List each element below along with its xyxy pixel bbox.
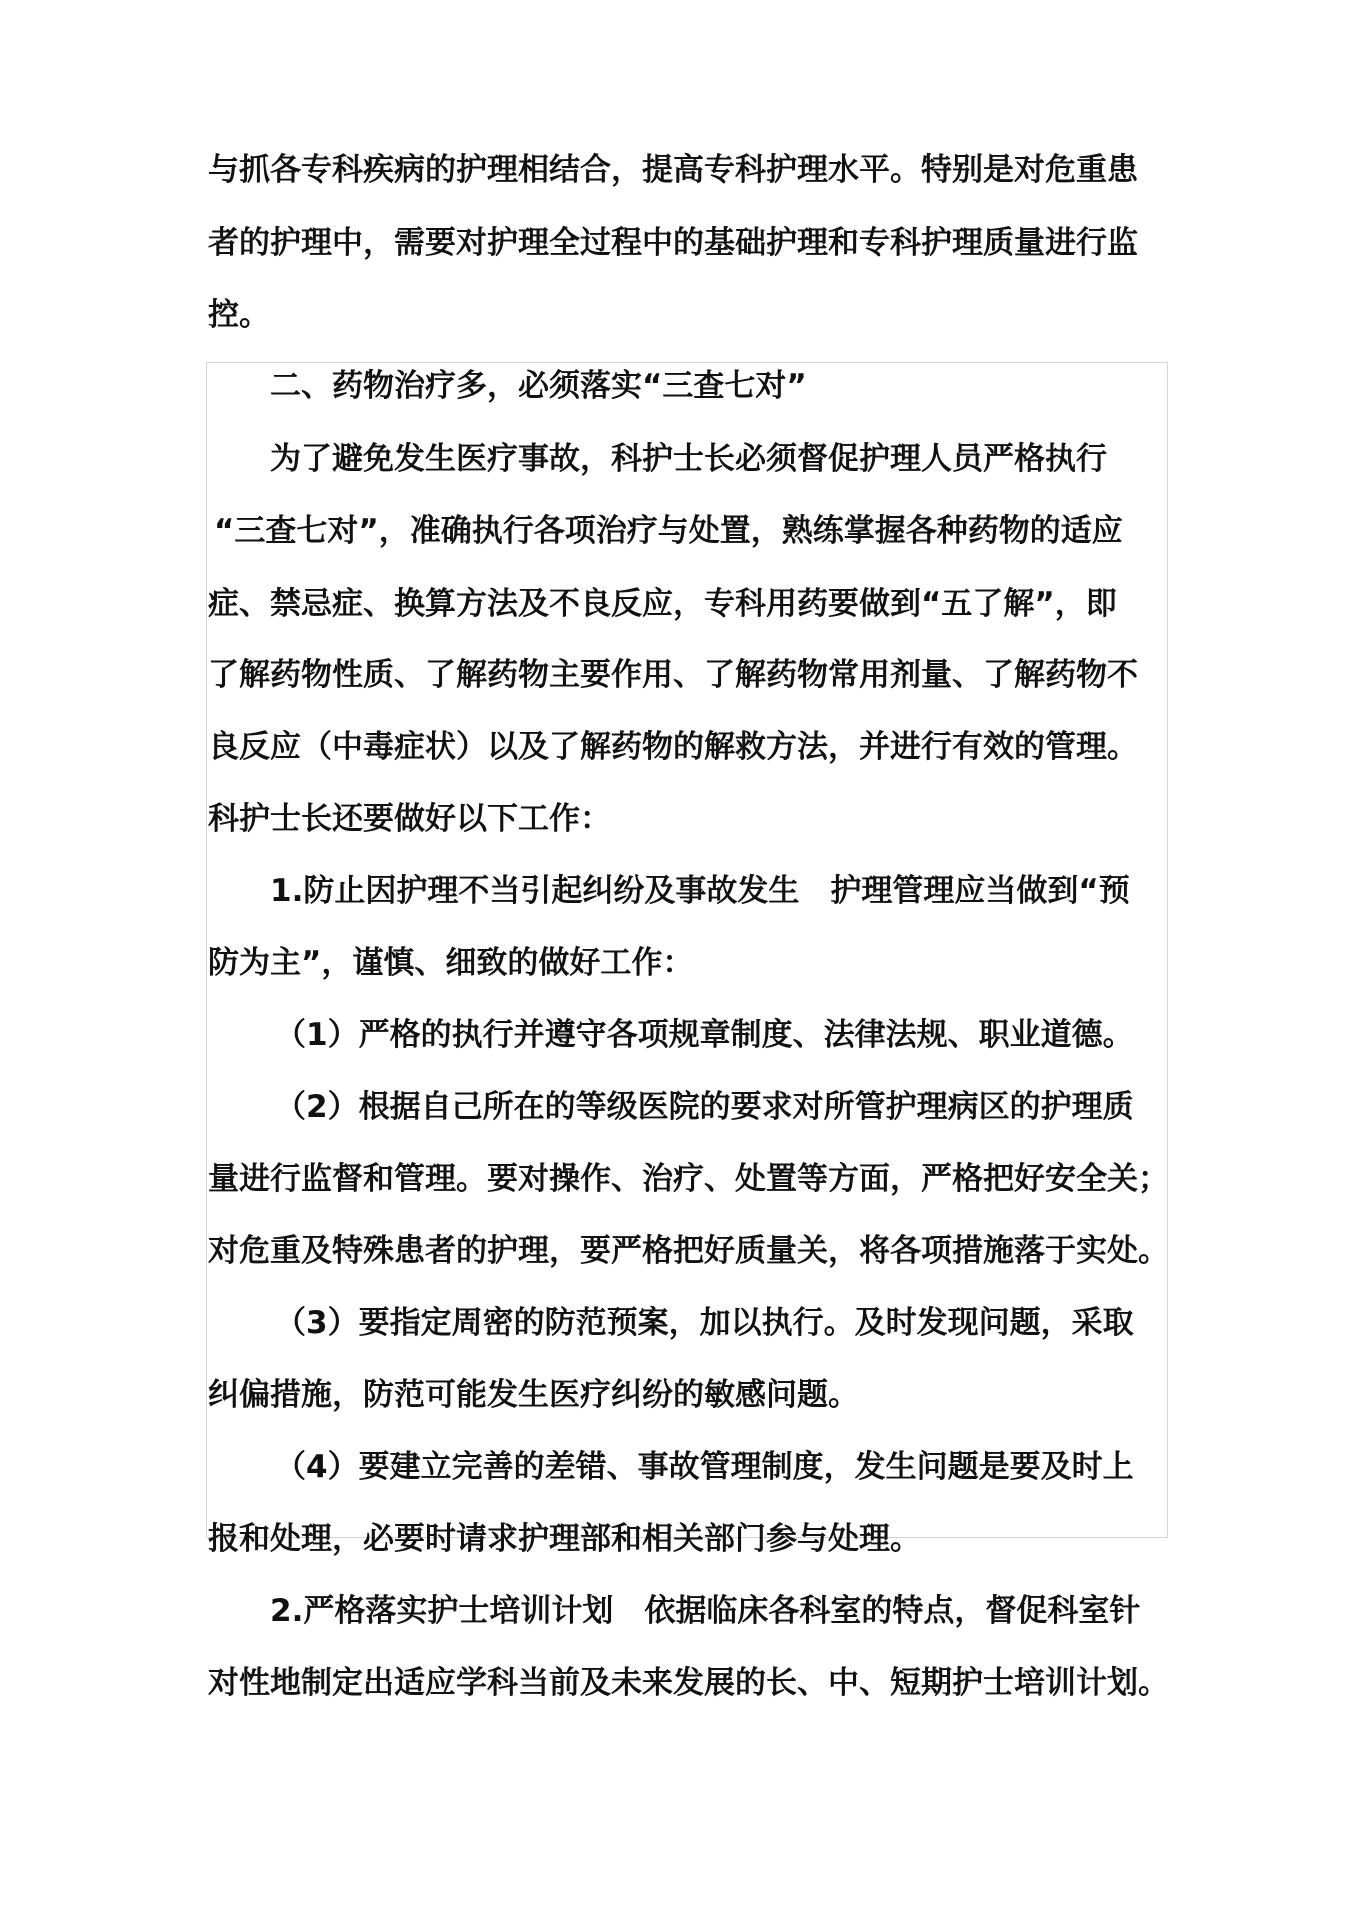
text-line-2: 者的护理中，需要对护理全过程中的基础护理和专科护理质量进行监 xyxy=(208,225,1138,261)
text-line-1: 与抓各专科疾病的护理相结合，提高专科护理水平。特别是对危重患 xyxy=(208,152,1138,188)
text-line-10: 科护士长还要做好以下工作： xyxy=(208,801,611,837)
text-line-12: 防为主”，谨慎、细致的做好工作： xyxy=(208,945,694,981)
text-line-3: 控。 xyxy=(208,297,270,333)
text-line-16: 对危重及特殊患者的护理，要严格把好质量关，将各项措施落于实处。 xyxy=(208,1233,1169,1269)
text-line-6: “三查七对”，准确执行各项治疗与处置，熟练掌握各种药物的适应 xyxy=(214,513,1123,549)
item-1-heading: 1.防止因护理不当引起纠纷及事故发生 护理管理应当做到“预 xyxy=(270,873,1130,909)
sub-item-1: （1）严格的执行并遵守各项规章制度、法律法规、职业道德。 xyxy=(275,1017,1134,1053)
sub-item-3: （3）要指定周密的防范预案，加以执行。及时发现问题，采取 xyxy=(275,1305,1134,1341)
text-line-8: 了解药物性质、了解药物主要作用、了解药物常用剂量、了解药物不 xyxy=(208,657,1138,693)
sub-item-2: （2）根据自己所在的等级医院的要求对所管护理病区的护理质 xyxy=(275,1089,1134,1125)
text-line-15: 量进行监督和管理。要对操作、治疗、处置等方面，严格把好安全关； xyxy=(208,1161,1169,1197)
text-line-22: 对性地制定出适应学科当前及未来发展的长、中、短期护士培训计划。 xyxy=(208,1665,1169,1701)
text-line-18: 纠偏措施，防范可能发生医疗纠纷的敏感问题。 xyxy=(208,1377,859,1413)
text-line-20: 报和处理，必要时请求护理部和相关部门参与处理。 xyxy=(208,1521,921,1557)
section-heading: 二、药物治疗多，必须落实“三查七对” xyxy=(270,368,807,404)
text-line-5: 为了避免发生医疗事故，科护士长必须督促护理人员严格执行 xyxy=(270,441,1107,477)
text-line-7: 症、禁忌症、换算方法及不良反应，专科用药要做到“五了解”，即 xyxy=(208,586,1117,622)
item-2-heading: 2.严格落实护士培训计划 依据临床各科室的特点，督促科室针 xyxy=(270,1593,1141,1629)
sub-item-4: （4）要建立完善的差错、事故管理制度，发生问题是要及时上 xyxy=(275,1449,1134,1485)
text-line-9: 良反应（中毒症状）以及了解药物的解救方法，并进行有效的管理。 xyxy=(208,729,1138,765)
